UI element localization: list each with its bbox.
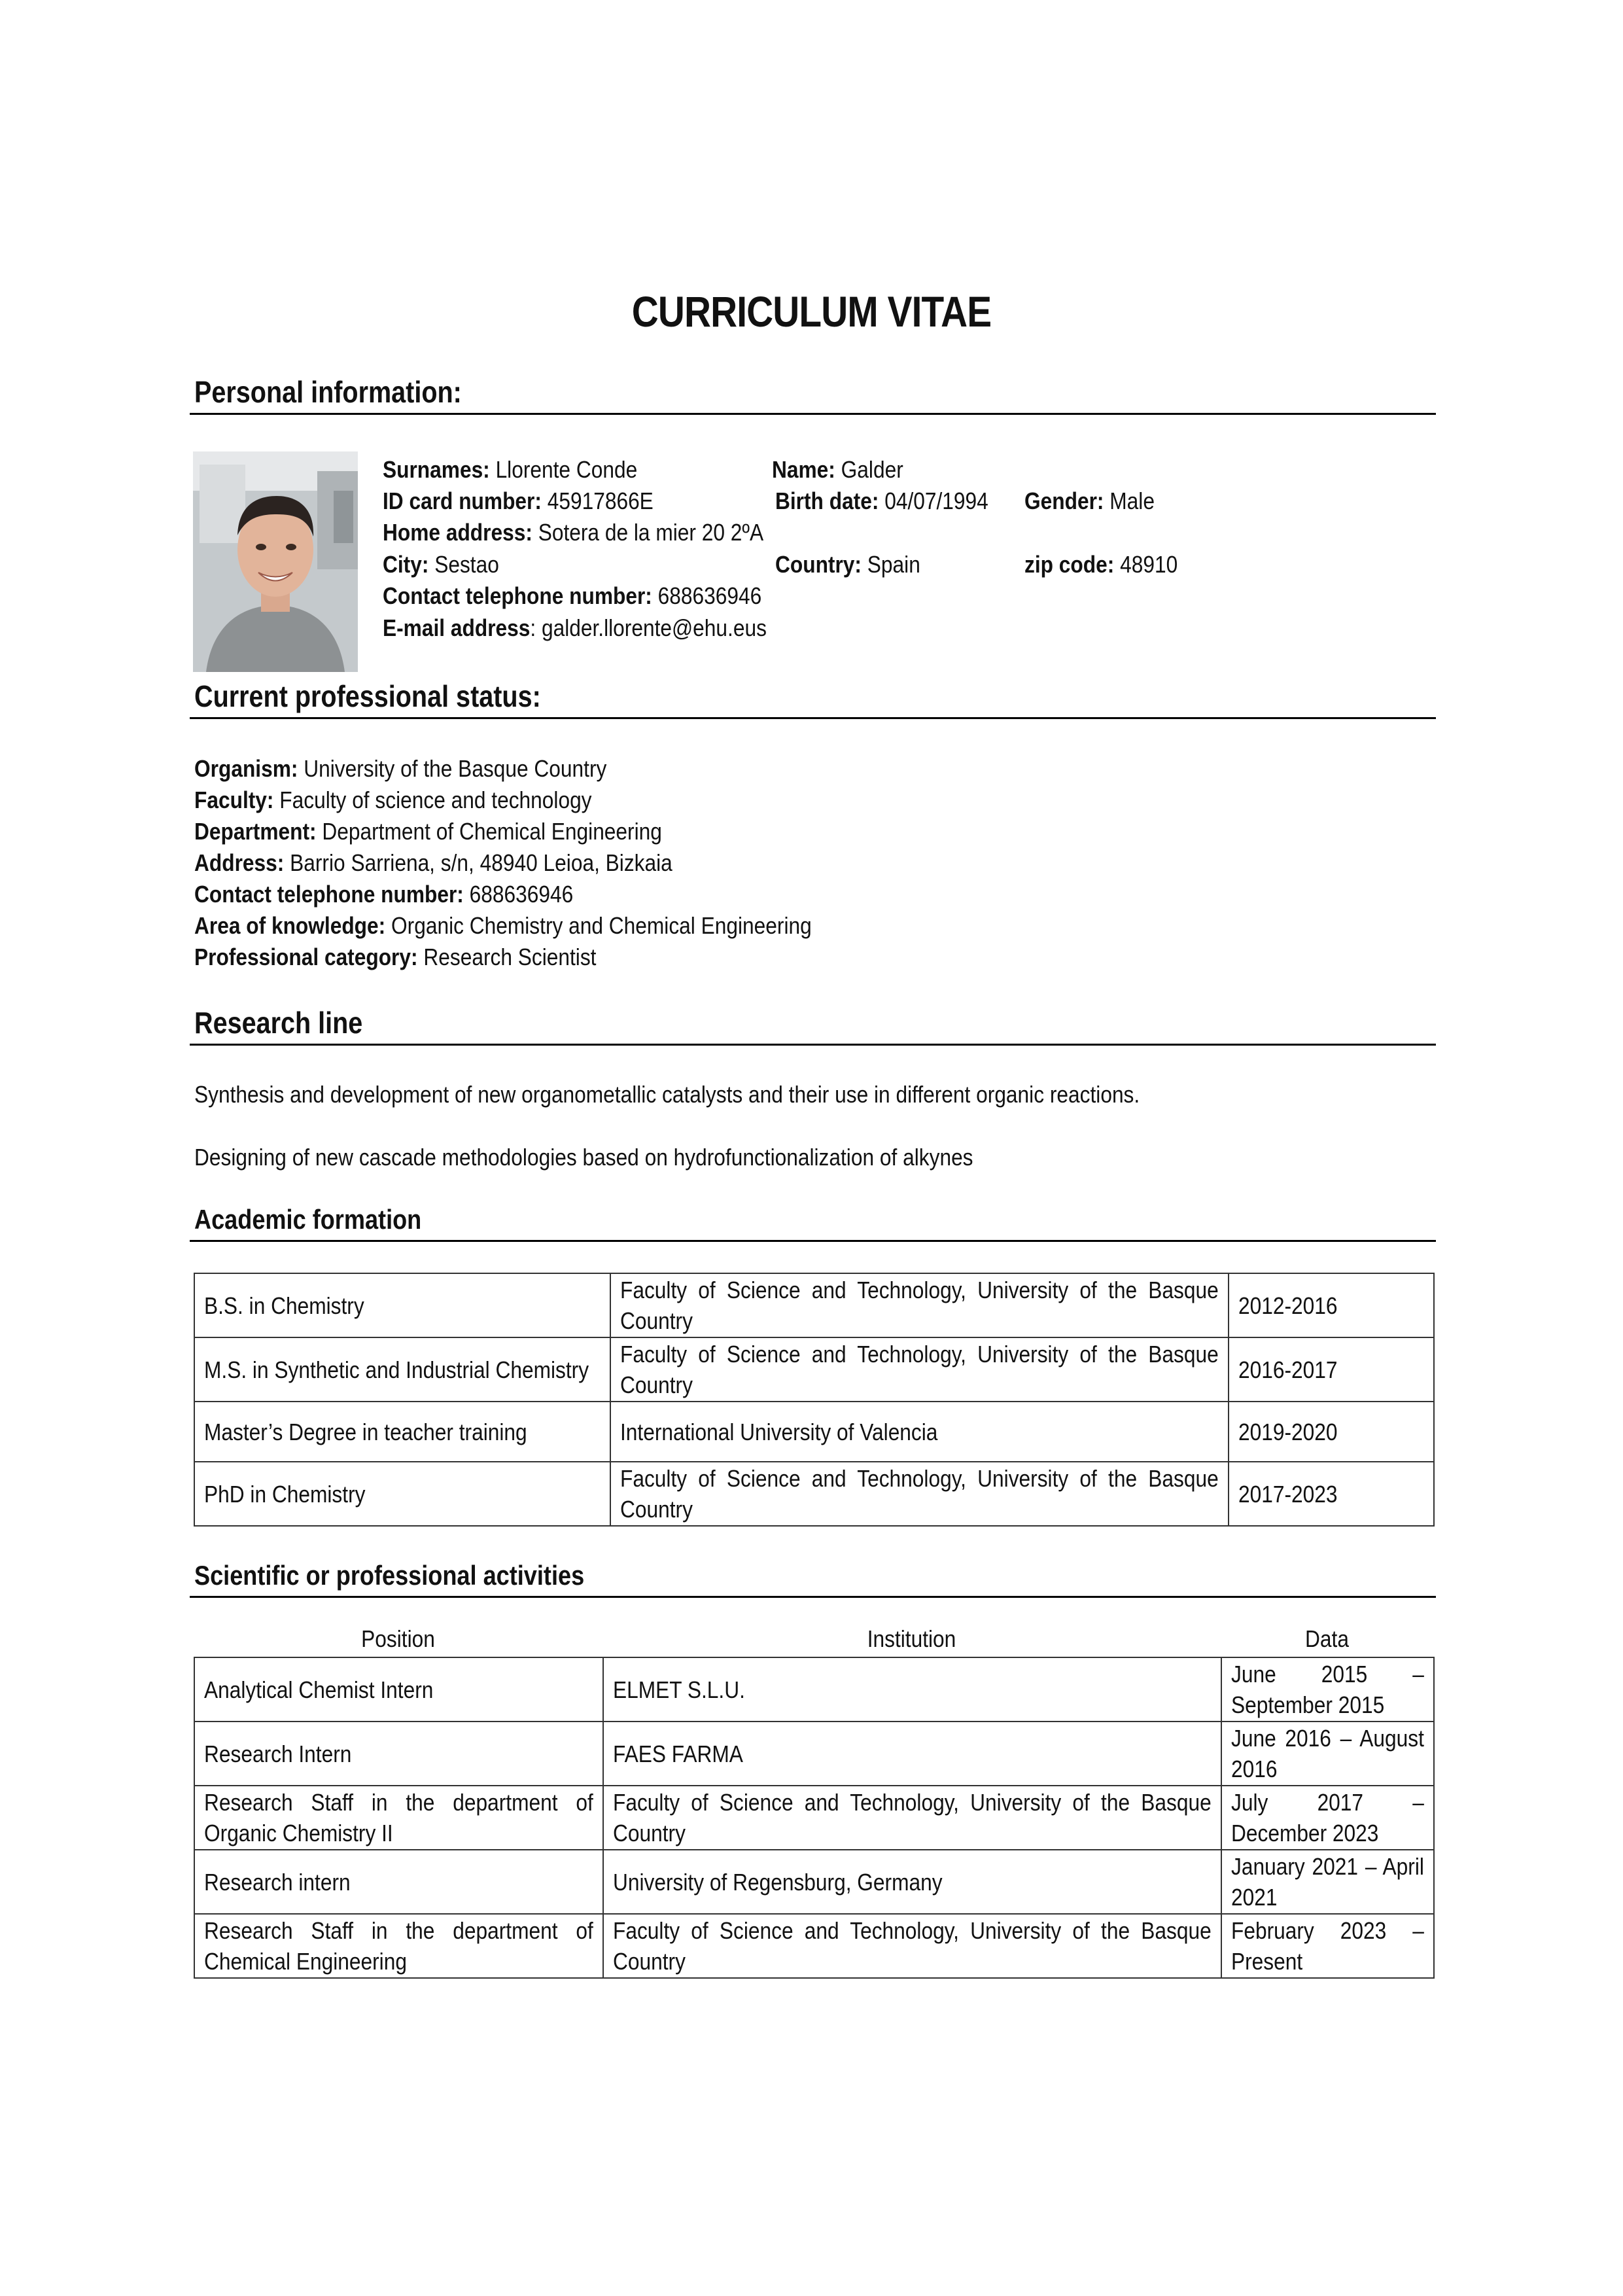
activities-heading: Scientific or professional activities [194, 1560, 585, 1591]
faculty-line [194, 786, 592, 814]
country-label: Country: [775, 551, 862, 578]
position-cell [194, 1786, 603, 1850]
name-line [772, 456, 903, 484]
faculty-value: Faculty of science and technology [279, 786, 592, 813]
organism-line [194, 755, 606, 783]
surnames-line [383, 456, 637, 484]
department-line [194, 818, 662, 845]
position-cell-text: Research Staff in the department of Chemical Engineering [204, 1917, 593, 1975]
institution-cell-text: International University of Valencia [620, 1418, 938, 1445]
area-of-knowledge-line [194, 912, 812, 940]
years-cell-text: 2012-2016 [1238, 1292, 1338, 1319]
position-cell [194, 1850, 603, 1914]
institution-cell [603, 1786, 1221, 1850]
department-value: Department of Chemical Engineering [322, 818, 662, 845]
position-cell [194, 1914, 603, 1978]
position-cell-text: Analytical Chemist Intern [204, 1676, 434, 1703]
academic-table [194, 1273, 1435, 1527]
activities-table [194, 1657, 1435, 1979]
institution-cell [603, 1657, 1221, 1722]
zip-code-label: zip code: [1024, 551, 1115, 578]
position-cell-text: Research intern [204, 1868, 351, 1896]
degree-cell-text: B.S. in Chemistry [204, 1292, 364, 1319]
professional-category-line [194, 944, 596, 971]
dates-cell [1221, 1657, 1434, 1722]
gender-line [1024, 487, 1155, 515]
years-cell [1229, 1273, 1434, 1337]
position-cell [194, 1722, 603, 1786]
dates-cell [1221, 1722, 1434, 1786]
academic-row [194, 1337, 1434, 1402]
degree-cell-text: PhD in Chemistry [204, 1480, 366, 1508]
email-value[interactable]: : galder.llorente@ehu.eus [530, 614, 767, 641]
dates-cell-text: June 2015 – September 2015 [1231, 1661, 1424, 1718]
city-value: Sestao [434, 551, 499, 578]
degree-cell-text: Master’s Degree in teacher training [204, 1418, 527, 1445]
institution-cell-text: Faculty of Science and Technology, University of the Basque Country [620, 1465, 1219, 1523]
institution-cell-text: University of Regensburg, Germany [613, 1868, 943, 1896]
profile-photo [193, 451, 358, 672]
activities-row [194, 1786, 1434, 1850]
area-of-knowledge-value: Organic Chemistry and Chemical Engineering [391, 912, 812, 939]
dates-cell-text: February 2023 – Present [1231, 1917, 1424, 1975]
city-label: City: [383, 551, 429, 578]
academic-row [194, 1462, 1434, 1526]
department-label: Department: [194, 818, 317, 845]
work-address-line [194, 849, 672, 877]
institution-cell-text: Faculty of Science and Technology, University of the Basque Country [620, 1341, 1219, 1398]
work-address-value: Barrio Sarriena, s/n, 48940 Leioa, Bizkaia [290, 849, 672, 876]
city-line [383, 551, 499, 578]
column-header-position: Position [361, 1625, 435, 1652]
area-of-knowledge-label: Area of knowledge: [194, 912, 386, 939]
years-cell [1229, 1462, 1434, 1526]
professional-category-value: Research Scientist [423, 944, 597, 970]
academic-row [194, 1402, 1434, 1462]
birth-date-line [775, 487, 988, 515]
zip-code-line [1024, 551, 1178, 578]
degree-cell-text: M.S. in Synthetic and Industrial Chemistry [204, 1356, 589, 1383]
work-phone-value: 688636946 [469, 881, 574, 908]
position-cell-text: Research Intern [204, 1740, 352, 1767]
institution-cell [603, 1722, 1221, 1786]
degree-cell [194, 1273, 610, 1337]
professional-category-label: Professional category: [194, 944, 418, 970]
academic-formation-heading: Academic formation [194, 1204, 422, 1235]
institution-cell-text: Faculty of Science and Technology, University of the Basque Country [620, 1277, 1219, 1334]
name-value: Galder [841, 456, 903, 483]
birth-date-value: 04/07/1994 [884, 487, 988, 514]
surnames-label: Surnames: [383, 456, 490, 483]
personal-phone-label: Contact telephone number: [383, 582, 652, 609]
institution-cell-text: Faculty of Science and Technology, University of the Basque Country [613, 1789, 1212, 1846]
document-title: CURRICULUM VITAE [631, 287, 992, 336]
personal-phone-line [383, 582, 761, 610]
years-cell-text: 2017-2023 [1238, 1480, 1338, 1508]
name-label: Name: [772, 456, 835, 483]
email-label: E-mail address [383, 614, 531, 641]
column-header-data: Data [1305, 1625, 1349, 1652]
years-cell [1229, 1337, 1434, 1402]
institution-cell-text: FAES FARMA [613, 1740, 743, 1767]
section-divider [190, 1240, 1436, 1242]
gender-value: Male [1109, 487, 1155, 514]
years-cell-text: 2016-2017 [1238, 1356, 1338, 1383]
work-phone-line [194, 881, 573, 908]
section-divider [190, 717, 1436, 719]
birth-date-label: Birth date: [775, 487, 879, 514]
research-line-2: Designing of new cascade methodologies based on hydrofunctionalization of alkynes [194, 1144, 973, 1171]
degree-cell [194, 1402, 610, 1462]
dates-cell-text: July 2017 – December 2023 [1231, 1789, 1424, 1846]
activities-row [194, 1850, 1434, 1914]
id-value: 45917866E [547, 487, 654, 514]
email-line [383, 614, 767, 642]
personal-info-heading: Personal information: [194, 375, 462, 409]
profile-photo-image [193, 451, 358, 672]
position-cell [194, 1657, 603, 1722]
institution-cell [610, 1337, 1229, 1402]
institution-cell [603, 1914, 1221, 1978]
institution-cell [610, 1273, 1229, 1337]
id-label: ID card number: [383, 487, 542, 514]
institution-cell-text: Faculty of Science and Technology, University of the Basque Country [613, 1917, 1212, 1975]
professional-status-heading: Current professional status: [194, 679, 541, 713]
dates-cell [1221, 1850, 1434, 1914]
work-address-label: Address: [194, 849, 285, 876]
institution-cell [610, 1402, 1229, 1462]
academic-row [194, 1273, 1434, 1337]
years-cell-text: 2019-2020 [1238, 1418, 1338, 1445]
activities-row [194, 1722, 1434, 1786]
activities-row [194, 1657, 1434, 1722]
gender-label: Gender: [1024, 487, 1104, 514]
degree-cell [194, 1462, 610, 1526]
surnames-value: Llorente Conde [495, 456, 638, 483]
section-divider [190, 1044, 1436, 1046]
dates-cell-text: January 2021 – April 2021 [1231, 1853, 1424, 1911]
country-line [775, 551, 920, 578]
id-line [383, 487, 654, 515]
home-address-line [383, 519, 763, 546]
home-address-value: Sotera de la mier 20 2ºA [538, 519, 764, 546]
column-header-institution: Institution [867, 1625, 956, 1652]
country-value: Spain [867, 551, 920, 578]
institution-cell [603, 1850, 1221, 1914]
research-line-1: Synthesis and development of new organometallic catalysts and their use in different organic reactions. [194, 1081, 1140, 1108]
dates-cell [1221, 1914, 1434, 1978]
section-divider [190, 1596, 1436, 1598]
years-cell [1229, 1402, 1434, 1462]
personal-phone-value: 688636946 [657, 582, 762, 609]
degree-cell [194, 1337, 610, 1402]
research-line-heading: Research line [194, 1006, 363, 1040]
institution-cell-text: ELMET S.L.U. [613, 1676, 745, 1703]
dates-cell [1221, 1786, 1434, 1850]
home-address-label: Home address: [383, 519, 532, 546]
section-divider [190, 413, 1436, 415]
activities-row [194, 1914, 1434, 1978]
faculty-label: Faculty: [194, 786, 274, 813]
institution-cell [610, 1462, 1229, 1526]
organism-value: University of the Basque Country [304, 755, 607, 782]
work-phone-label: Contact telephone number: [194, 881, 464, 908]
dates-cell-text: June 2016 – August 2016 [1231, 1725, 1424, 1782]
organism-label: Organism: [194, 755, 298, 782]
position-cell-text: Research Staff in the department of Organic Chemistry II [204, 1789, 593, 1846]
zip-code-value: 48910 [1120, 551, 1178, 578]
